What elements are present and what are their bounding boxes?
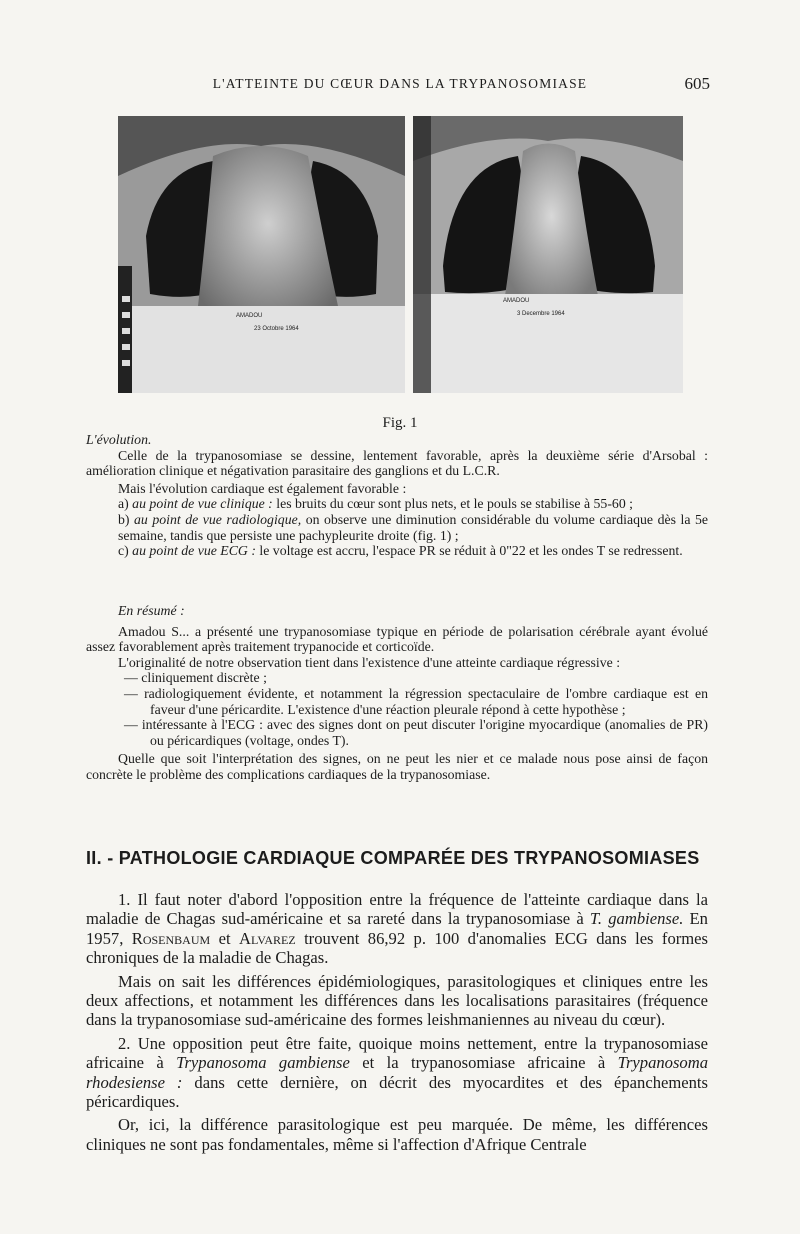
section-2-paragraph-4: Or, ici, la différence parasitologique est peu marquée. De même, les différences cliniques ne sont pas fondamentales, même si l'affection d'Afrique Centrale — [86, 1115, 708, 1154]
page-number: 605 — [684, 74, 710, 93]
xray-left-label-date: 23 Octobre 1964 — [254, 326, 299, 332]
summary-block — [86, 603, 708, 783]
summary-item-2: — radiologiquement évidente, et notamment la régression spectaculaire de l'ombre cardiaque est en faveur d'une péricardite. L'existence d'une réaction pleurale répond à cette hypothèse ; — [124, 685, 708, 717]
evolution-item-b: b) au point de vue radiologique, on observe une diminution considérable du volume cardiaque dès la 5e semaine, tandis que persiste une pachypleurite droite (fig. 1) ; — [118, 511, 708, 543]
summary-heading: En résumé : — [118, 603, 185, 618]
section-2-title: II. - PATHOLOGIE CARDIAQUE COMPARÉE DES TRYPANOSOMIASES — [86, 848, 700, 868]
evolution-paragraph-2: Mais l'évolution cardiaque est également favorable : — [118, 480, 407, 496]
summary-item-1: — cliniquement discrète ; — [124, 670, 267, 686]
running-header — [0, 76, 800, 98]
section-2-body — [86, 890, 708, 1154]
running-title: L'ATTEINTE DU CŒUR DANS LA TRYPANOSOMIASE — [212, 76, 588, 91]
chest-xray-before — [118, 116, 405, 393]
evolution-paragraph-1: Celle de la trypanosomiase se dessine, lentement favorable, après la deuxième série d'Arsobal : amélioration clinique et négativation parasitaire des ganglions et du L.C.R. — [86, 447, 708, 479]
xray-right-label-date: 3 Decembre 1964 — [517, 311, 565, 317]
section-2-paragraph-2: Mais on sait les différences épidémiologiques, parasitologiques et cliniques entre les deux affections, et notamment les différences dans les localisations parasitaires (fréquence dans la trypanosomiase sud-américaine des formes leishmaniennes au niveau du cœur). — [86, 971, 708, 1030]
figure-caption: Fig. 1 — [382, 415, 418, 431]
xray-left-label-name: AMADOU — [236, 313, 263, 319]
summary-paragraph-3: Quelle que soit l'interprétation des signes, on ne peut les nier et ce malade nous pose ainsi de façon concrète le problème des complications cardiaques de la trypanosomiase. — [86, 751, 708, 782]
figure-1 — [118, 116, 683, 393]
evolution-heading: L'évolution. — [86, 432, 152, 447]
section-2-paragraph-1: 1. Il faut noter d'abord l'opposition entre la fréquence de l'atteinte cardiaque dans la maladie de Chagas sud-américaine et sa rareté dans la trypanosomiase à T. gambiense. En 1957, Rosenbaum et Alvarez trouvent 86,92 p. 100 d'anomalies ECG dans les formes chroniques de la maladie de Chagas. — [86, 890, 709, 968]
chest-xray-after — [413, 116, 683, 393]
summary-item-3: — intéressante à l'ECG : avec des signes dont on peut discuter l'origine myocardique (anomalies de PR) ou péricardiques (voltage, ondes T). — [124, 717, 708, 748]
xray-right-label-name: AMADOU — [503, 298, 530, 304]
section-2-paragraph-3: 2. Une opposition peut être faite, quoique moins nettement, entre la trypanosomiase africaine à Trypanosoma gambiense et la trypanosomiase africaine à Trypanosoma rhodesiense : dans cette dernière, on décrit des myocardites et des épanchements péricardiques. — [86, 1033, 709, 1112]
evolution-item-a: a) au point de vue clinique : les bruits du cœur sont plus nets, et le pouls se stabilise à 55-60 ; — [118, 496, 634, 512]
evolution-item-c: c) au point de vue ECG : le voltage est accru, l'espace PR se réduit à 0"22 et les ondes T se redressent. — [118, 543, 683, 559]
evolution-block — [86, 432, 708, 559]
summary-paragraph-1: Amadou S... a présenté une trypanosomiase typique en période de polarisation cérébrale ayant évolué assez favorablement après traitement trypanocide et corticoïde. — [86, 623, 708, 655]
summary-paragraph-2: L'originalité de notre observation tient dans l'existence d'une atteinte cardiaque régressive : — [118, 654, 621, 670]
